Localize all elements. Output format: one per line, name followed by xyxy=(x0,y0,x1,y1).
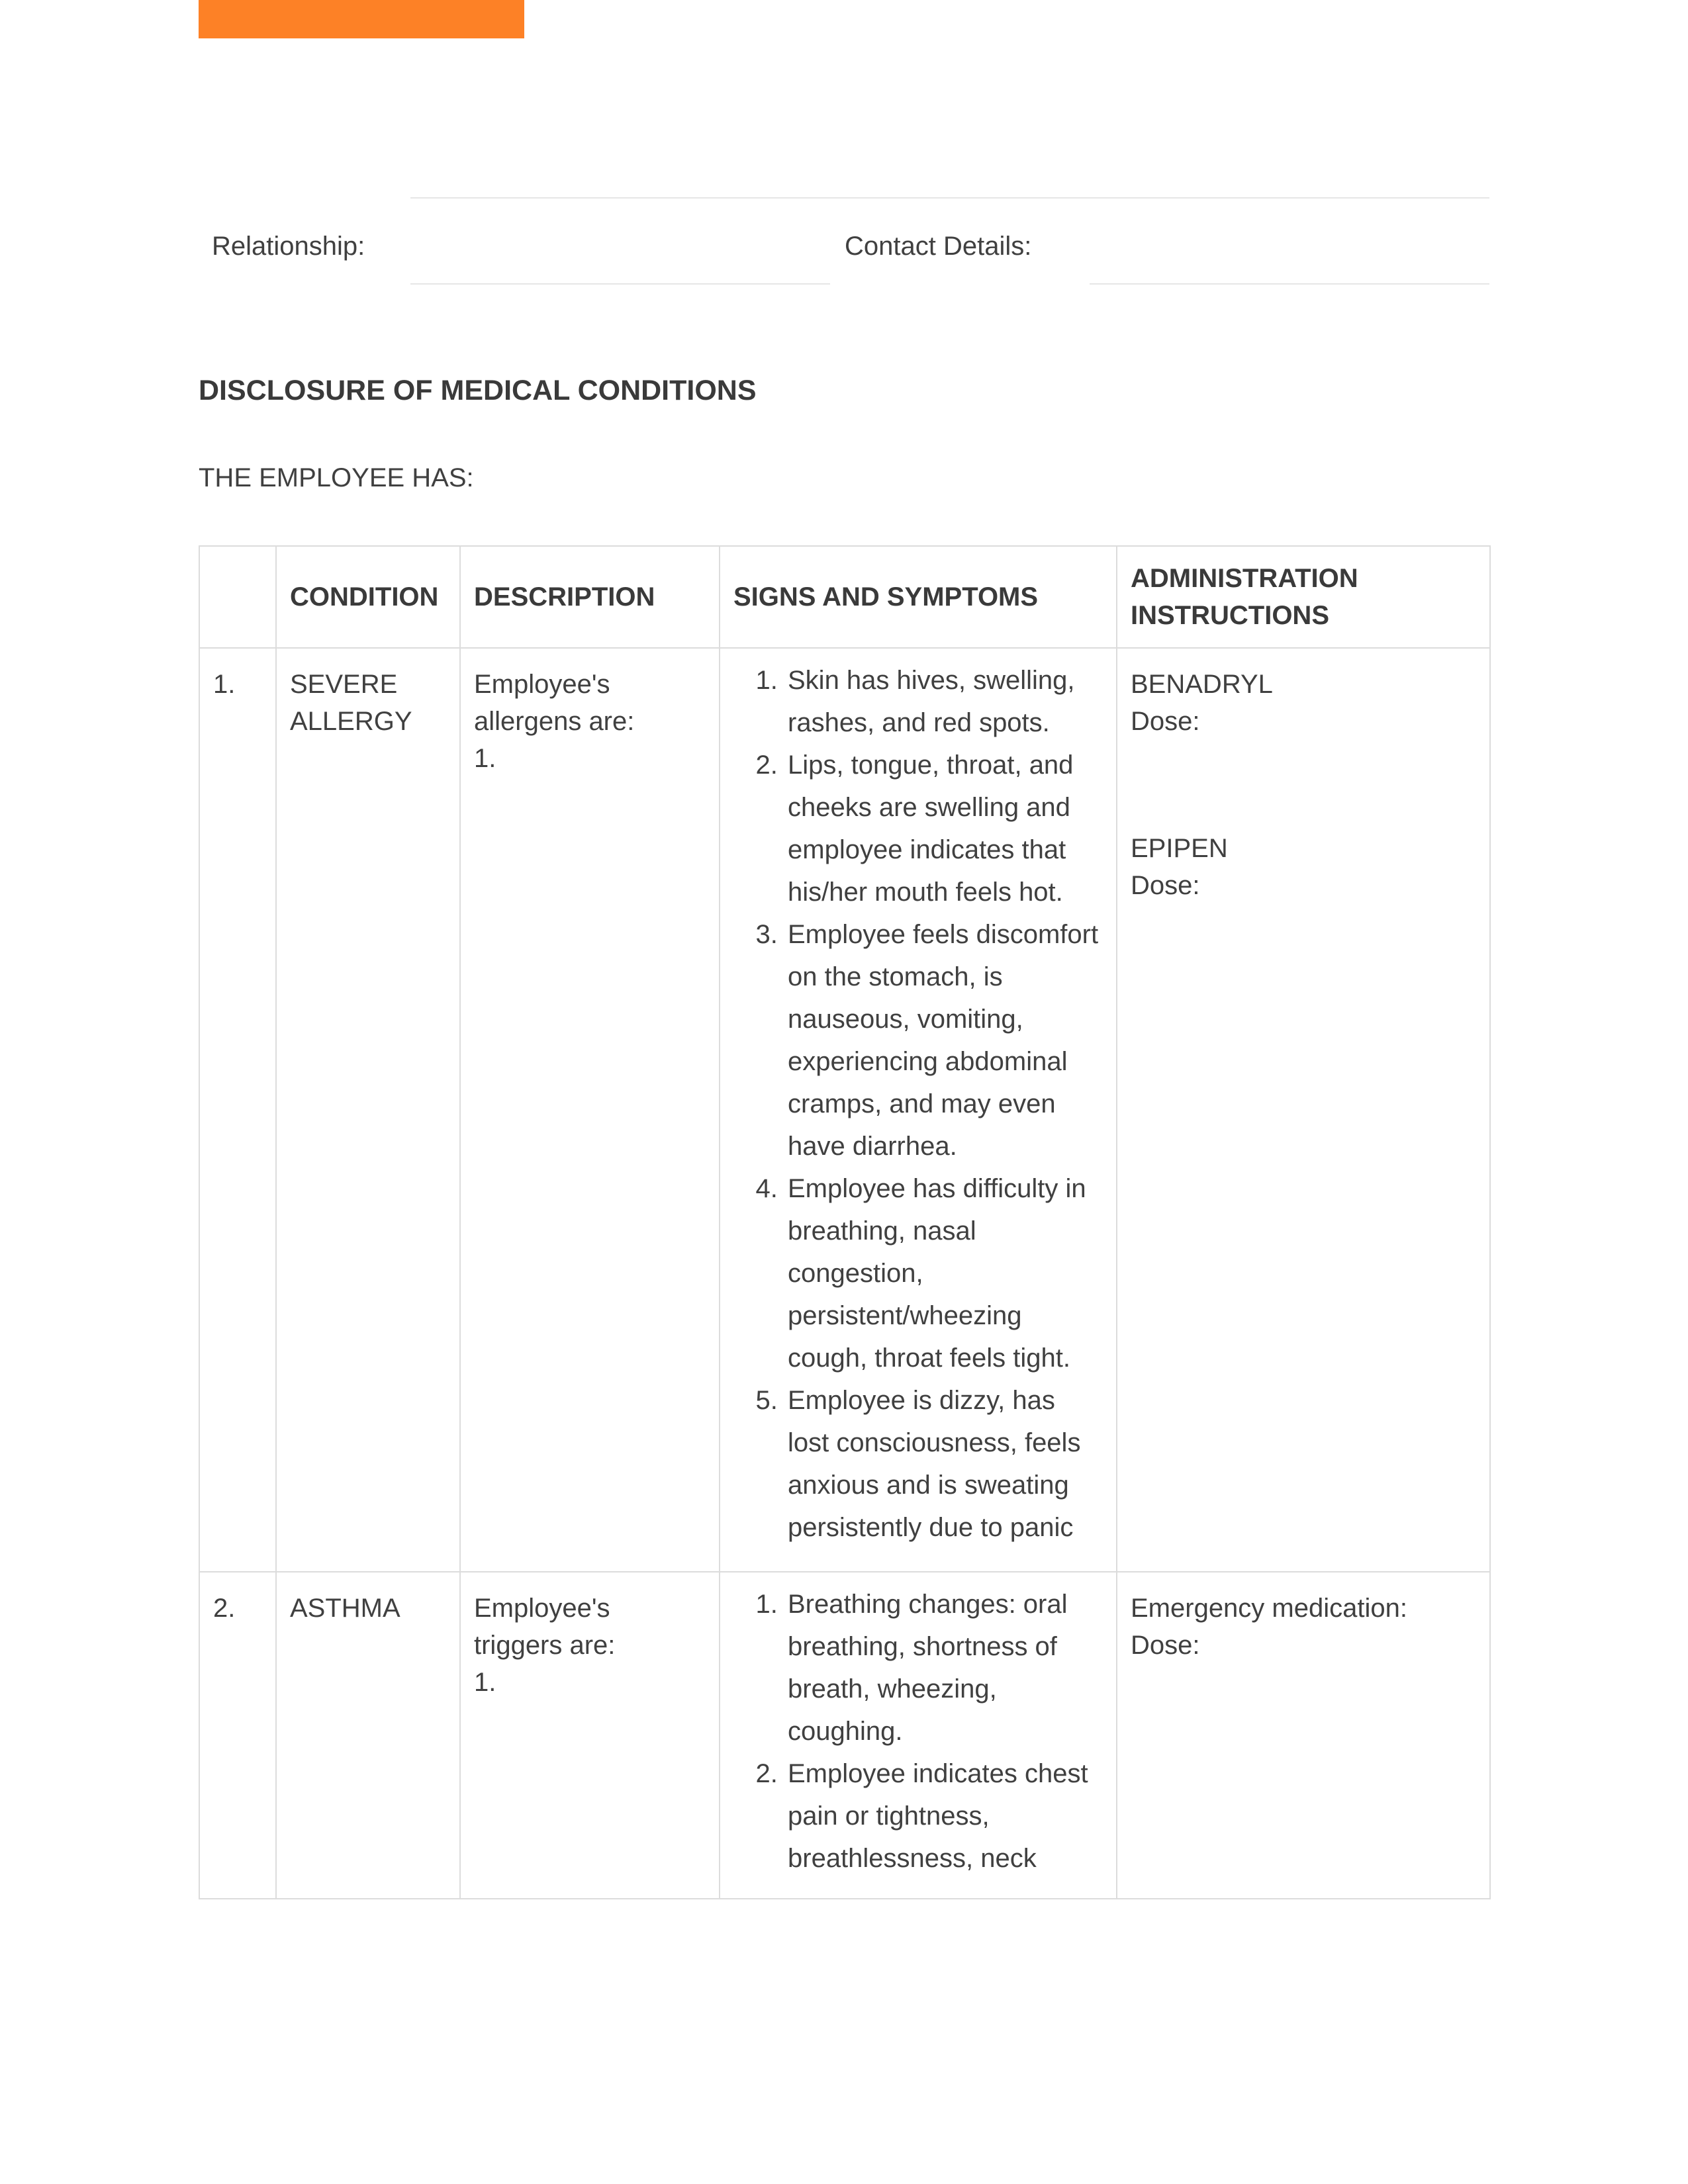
header-administration-line2: INSTRUCTIONS xyxy=(1131,601,1329,630)
header-administration-line1: ADMINISTRATION xyxy=(1131,564,1358,593)
medication-name: BENADRYL xyxy=(1131,670,1273,699)
condition-line: SEVERE xyxy=(290,670,398,699)
table-row xyxy=(199,1572,1490,1899)
medication-name: EPIPEN xyxy=(1131,834,1228,863)
administration-cell[interactable] xyxy=(1117,648,1490,1572)
symptom-item: 2. Lips, tongue, throat, and cheeks are swelling and employee indicates that his/her mouth feels hot. xyxy=(785,744,1103,913)
symptom-item: 1. Breathing changes: oral breathing, shortness of breath, wheezing, coughing. xyxy=(785,1583,1103,1752)
symptom-item: 3. Employee feels discomfort on the stomach, is nauseous, vomiting, experiencing abdominal cramps, and may even have diarrhea. xyxy=(785,913,1103,1167)
description-line: Employee's xyxy=(474,670,610,699)
administration-cell[interactable] xyxy=(1117,1572,1490,1899)
symptom-item: 2. Employee indicates chest pain or tightness, breathlessness, neck xyxy=(785,1752,1103,1880)
header-administration-instructions xyxy=(1117,546,1490,648)
trigger-entry-number: 1. xyxy=(474,1668,496,1697)
condition-cell xyxy=(276,1572,460,1899)
symptoms-cell xyxy=(720,648,1117,1572)
header-accent-bar xyxy=(199,0,524,38)
symptom-item: 1. Skin has hives, swelling, rashes, and red spots. xyxy=(785,659,1103,744)
symptom-item: 5. Employee is dizzy, has lost consciousness, feels anxious and is sweating persistently due to panic xyxy=(785,1379,1103,1549)
table-header-row xyxy=(199,546,1490,648)
contact-details-label: Contact Details: xyxy=(845,232,1032,261)
dose-label: Dose: xyxy=(1131,871,1200,900)
description-line: allergens are: xyxy=(474,707,635,736)
header-description: DESCRIPTION xyxy=(460,546,720,648)
description-line: Employee's xyxy=(474,1594,610,1623)
symptoms-list xyxy=(733,659,1103,1549)
table-row xyxy=(199,648,1490,1572)
row-number: 2. xyxy=(199,1572,276,1899)
condition-cell xyxy=(276,648,460,1572)
relationship-input-line[interactable] xyxy=(410,283,830,285)
symptoms-list xyxy=(733,1583,1103,1880)
condition-line: ALLERGY xyxy=(290,707,412,736)
dose-label: Dose: xyxy=(1131,707,1200,736)
header-condition: CONDITION xyxy=(276,546,460,648)
spacer xyxy=(1131,740,1476,830)
condition-line: ASTHMA xyxy=(290,1594,400,1623)
medical-conditions-table xyxy=(199,545,1491,1899)
contact-details-input-line[interactable] xyxy=(1090,283,1489,285)
field-line-top xyxy=(410,197,1489,199)
section-title: DISCLOSURE OF MEDICAL CONDITIONS xyxy=(199,375,757,406)
header-signs-and-symptoms: SIGNS AND SYMPTOMS xyxy=(720,546,1117,648)
dose-label: Dose: xyxy=(1131,1631,1200,1660)
allergen-entry-number: 1. xyxy=(474,744,496,773)
relationship-label: Relationship: xyxy=(212,232,365,261)
symptom-item: 4. Employee has difficulty in breathing, nasal congestion, persistent/wheezing cough, throat feels tight. xyxy=(785,1167,1103,1379)
description-line: triggers are: xyxy=(474,1631,616,1660)
section-subheading: THE EMPLOYEE HAS: xyxy=(199,463,474,492)
symptoms-cell xyxy=(720,1572,1117,1899)
row-number: 1. xyxy=(199,648,276,1572)
header-number xyxy=(199,546,276,648)
description-cell[interactable] xyxy=(460,648,720,1572)
medication-name: Emergency medication: xyxy=(1131,1594,1407,1623)
description-cell[interactable] xyxy=(460,1572,720,1899)
